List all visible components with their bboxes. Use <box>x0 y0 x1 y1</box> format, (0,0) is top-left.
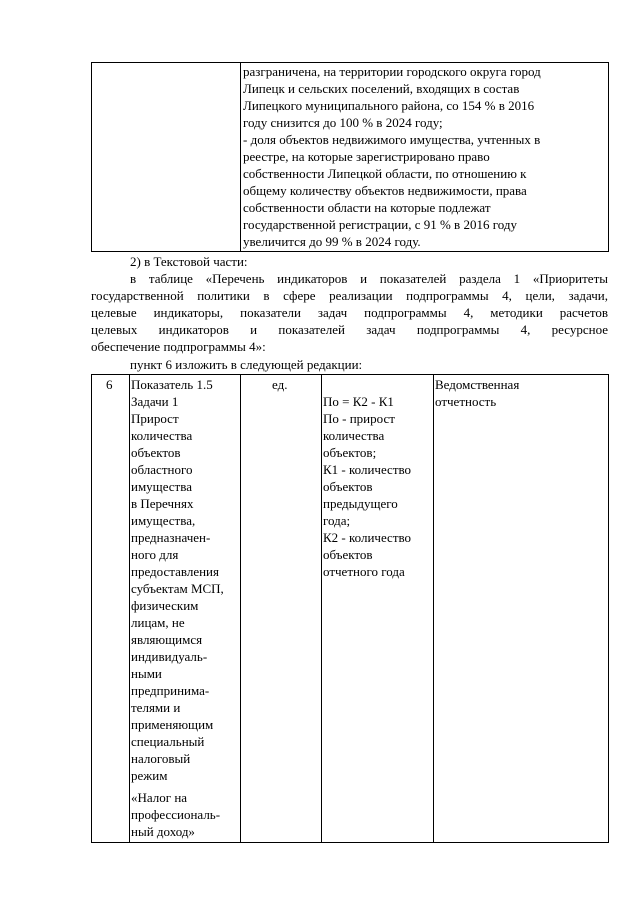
formula-line: объектов <box>323 547 373 562</box>
indicator-line: режим <box>131 768 168 783</box>
point-6-instruction: пункт 6 изложить в следующей редакции: <box>130 357 363 372</box>
formula-line: По - прирост <box>323 411 395 426</box>
table2-border <box>321 374 322 843</box>
formula-line: По = К2 - К1 <box>323 394 394 409</box>
paragraph-line: в таблице «Перечень индикаторов и показателей раздела 1 «Приоритеты <box>130 271 608 286</box>
row-number: 6 <box>106 377 113 392</box>
indicator-line: Задачи 1 <box>131 394 179 409</box>
table2-border <box>91 374 92 843</box>
indicator-line: объектов <box>131 445 181 460</box>
paragraph-line: обеспечение подпрограммы 4»: <box>91 339 266 354</box>
unit-cell: ед. <box>272 377 288 392</box>
indicator-line: количества <box>131 428 193 443</box>
table1-right-border <box>608 62 609 252</box>
table2-bottom-border <box>91 842 609 843</box>
indicator-line: профессиональ- <box>131 807 221 822</box>
indicator-line: Показатель 1.5 <box>131 377 213 392</box>
formula-line: отчетного года <box>323 564 405 579</box>
source-line: отчетность <box>435 394 497 409</box>
table1-line: Липецк и сельских поселений, входящих в состав <box>243 81 520 96</box>
paragraph-line: целевые индикаторы, показатели задач подпрограммы 4, методики расчетов <box>91 305 608 320</box>
table1-divider <box>240 62 241 252</box>
table1-left-border <box>91 62 92 252</box>
table2-top-border <box>91 374 609 375</box>
table2-border <box>240 374 241 843</box>
indicator-line: предоставления <box>131 564 219 579</box>
formula-line: года; <box>323 513 351 528</box>
indicator-line: областного <box>131 462 193 477</box>
indicator-line: субъектам МСП, <box>131 581 224 596</box>
indicator-line: Прирост <box>131 411 179 426</box>
indicator-line: индивидуаль- <box>131 649 208 664</box>
indicator-line: налоговый <box>131 751 191 766</box>
formula-line: К2 - количество <box>323 530 412 545</box>
indicator-line: телями и <box>131 700 181 715</box>
indicator-line: являющимся <box>131 632 203 647</box>
table1-line: собственности области на которые подлежат <box>243 200 491 215</box>
paragraph-line: государственной политики в сфере реализации подпрограммы 4, цели, задачи, <box>91 288 608 303</box>
formula-line: предыдущего <box>323 496 398 511</box>
formula-line: количества <box>323 428 385 443</box>
table1-top-border <box>91 62 609 63</box>
table2-border <box>433 374 434 843</box>
indicator-line: имущества <box>131 479 192 494</box>
paragraph-line: целевых индикаторов и показателей задач подпрограммы 4, ресурсное <box>91 322 608 337</box>
indicator-line: специальный <box>131 734 205 749</box>
table2-border <box>129 374 130 843</box>
source-line: Ведомственная <box>435 377 520 392</box>
table1-line: реестре, на которые зарегистрировано право <box>243 149 490 164</box>
formula-line: объектов; <box>323 445 377 460</box>
formula-line: К1 - количество <box>323 462 412 477</box>
table1-line: Липецкого муниципального района, со 154 % в 2016 <box>243 98 535 113</box>
indicator-line: в Перечнях <box>131 496 194 511</box>
indicator-line: ного для <box>131 547 179 562</box>
indicator-line: ными <box>131 666 162 681</box>
table1-line: - доля объектов недвижимого имущества, учтенных в <box>243 132 541 147</box>
table1-line: разграничена, на территории городского округа город <box>243 64 541 79</box>
formula-line: объектов <box>323 479 373 494</box>
table2-border <box>608 374 609 843</box>
indicator-line: предназначен- <box>131 530 211 545</box>
indicator-line: имущества, <box>131 513 196 528</box>
table1-line: увеличится до 99 % в 2024 году. <box>243 234 421 249</box>
table1-line: государственной регистрации, с 91 % в 2016 году <box>243 217 517 232</box>
indicator-line: «Налог на <box>131 790 188 805</box>
indicator-line: лицам, не <box>131 615 185 630</box>
indicator-line: применяющим <box>131 717 214 732</box>
table1-bottom-border <box>91 251 609 252</box>
table1-line: общему количеству объектов недвижимости, права <box>243 183 527 198</box>
item-2-heading: 2) в Текстовой части: <box>130 254 248 269</box>
table1-line: собственности Липецкой области, по отношению к <box>243 166 527 181</box>
indicator-line: физическим <box>131 598 199 613</box>
indicator-line: предпринима- <box>131 683 210 698</box>
indicator-line: ный доход» <box>131 824 195 839</box>
table1-line: году снизится до 100 % в 2024 году; <box>243 115 443 130</box>
